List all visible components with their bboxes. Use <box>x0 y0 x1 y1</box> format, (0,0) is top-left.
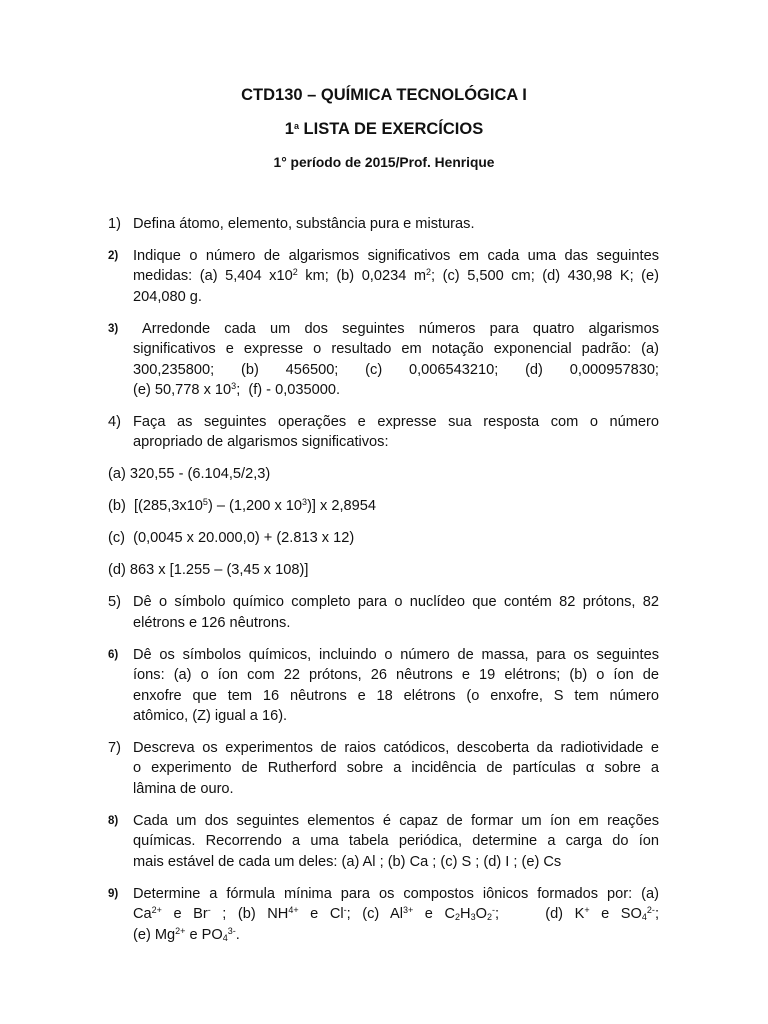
question-4 <box>108 412 659 453</box>
question-text-line: Descreva os experimentos de raios catódicos, descoberta da radiotividade e <box>133 740 659 757</box>
question-text-line: Determine a fórmula mínima para os compostos iônicos formados por: (a) <box>133 885 659 902</box>
question-5 <box>108 592 659 633</box>
question-7 <box>108 738 659 799</box>
question-text-line: Arredonde cada um dos seguintes números para quatro algarismos <box>142 320 659 337</box>
question-text-line: Cada um dos seguintes elementos é capaz de formar um íon em reações <box>133 812 659 829</box>
question-text-line: mais estável de cada um deles: (a) Al ; (b) Ca ; (c) S ; (d) I ; (e) Cs <box>133 853 562 870</box>
question-text-line: o experimento de Rutherford sobre a incidência de partículas α sobre a <box>133 760 659 777</box>
question-text-line: $Ca^{2+}$ e Br- ; (b) $NH^{4+}$ e Cl-; (c) $Al^{3+}$ e $C_2H_3O_2^-$; (d) K+ e $SO_4^{2-}$; <box>133 905 659 923</box>
course-title <box>0 86 768 105</box>
question-text-line: 204,080 g. <box>133 288 202 305</box>
question-number: 5) <box>108 594 121 611</box>
question-text-line: (e) $Mg^{2+}$ e $PO_4^{3-}$. <box>133 925 240 943</box>
course-title-text: CTD130 – QUÍMICA TECNOLÓGICA I <box>241 86 527 104</box>
question-text-line: enxofre que tem 16 nêutrons e 18 elétrons (o enxofre, S tem número <box>133 687 659 704</box>
exercise-list <box>108 214 659 957</box>
question-1 <box>108 214 659 234</box>
question-text-line: (e) 50,778 x $10^3$; (f) - 0,035000. <box>133 381 341 399</box>
question-number: 4) <box>108 414 121 431</box>
question-text-line: medidas: (a) 5,404 $x10^2$ km; (b) 0,0234 $m^2$; (c) 5,500 cm; (d) 430,98 K; (e) <box>133 267 660 285</box>
question-number: 6) <box>108 648 119 661</box>
question-number: 3) <box>108 322 119 335</box>
question-text-line: lâmina de ouro. <box>133 780 234 797</box>
question-number: 1) <box>108 216 121 232</box>
question-8 <box>108 811 659 872</box>
question-text-line: atômico, (Z) igual a 16). <box>133 708 288 725</box>
question-2 <box>108 246 659 307</box>
question-text: Defina átomo, elemento, substância pura e misturas. <box>133 216 475 232</box>
question-9 <box>108 884 659 945</box>
question-3 <box>108 319 659 401</box>
question-text-line: íons: (a) o íon com 22 prótons, 26 nêutrons e 19 elétrons; (b) o íon de <box>133 667 659 684</box>
question-4-item-c: (c) (0,0045 x 20.000,0) + (2.813 x 12) <box>108 530 355 547</box>
question-text-line: Indique o número de algarismos significativos em cada uma das seguintes <box>133 248 659 264</box>
question-text-line: Dê o símbolo químico completo para o nuclídeo que contém 82 prótons, 82 <box>133 594 659 611</box>
question-text-line: 300,235800; (b) 456500; (c) 0,006543210; (d) 0,000957830; <box>133 361 659 378</box>
question-text-line: Dê os símbolos químicos, incluindo o número de massa, para os seguintes <box>133 646 659 663</box>
question-text-line: significativos e expresse o resultado em notação exponencial padrão: (a) <box>133 341 659 358</box>
period-subtitle <box>0 155 768 170</box>
question-6 <box>108 645 659 727</box>
question-number: 7) <box>108 740 121 757</box>
question-number: 8) <box>108 814 119 827</box>
question-text-line: químicas. Recorrendo a uma tabela periódica, determine a carga do íon <box>133 833 659 850</box>
question-number: 9) <box>108 887 119 900</box>
list-number: 1 <box>284 120 294 138</box>
period-text: 1° período de 2015/Prof. Henrique <box>273 155 495 170</box>
question-number: 2) <box>108 250 119 262</box>
question-text-line: apropriado de algarismos significativos: <box>133 434 389 451</box>
list-title-text: LISTA DE EXERCÍCIOS <box>298 120 484 138</box>
list-ordinal: a <box>293 121 299 131</box>
list-title <box>0 120 768 139</box>
question-4-item-b: (b) [$(285,3x10^5) - (1,200$ x $10^3$)] x 2,8954 <box>108 497 377 515</box>
question-text-line: elétrons e 126 nêutrons. <box>133 614 291 631</box>
question-text-line: Faça as seguintes operações e expresse sua resposta com o número <box>133 414 659 431</box>
question-4-item-d: (d) 863 x [1.255 – (3,45 x 108)] <box>108 562 309 579</box>
question-4-item-a: (a) 320,55 - (6.104,5/2,3) <box>108 466 271 483</box>
